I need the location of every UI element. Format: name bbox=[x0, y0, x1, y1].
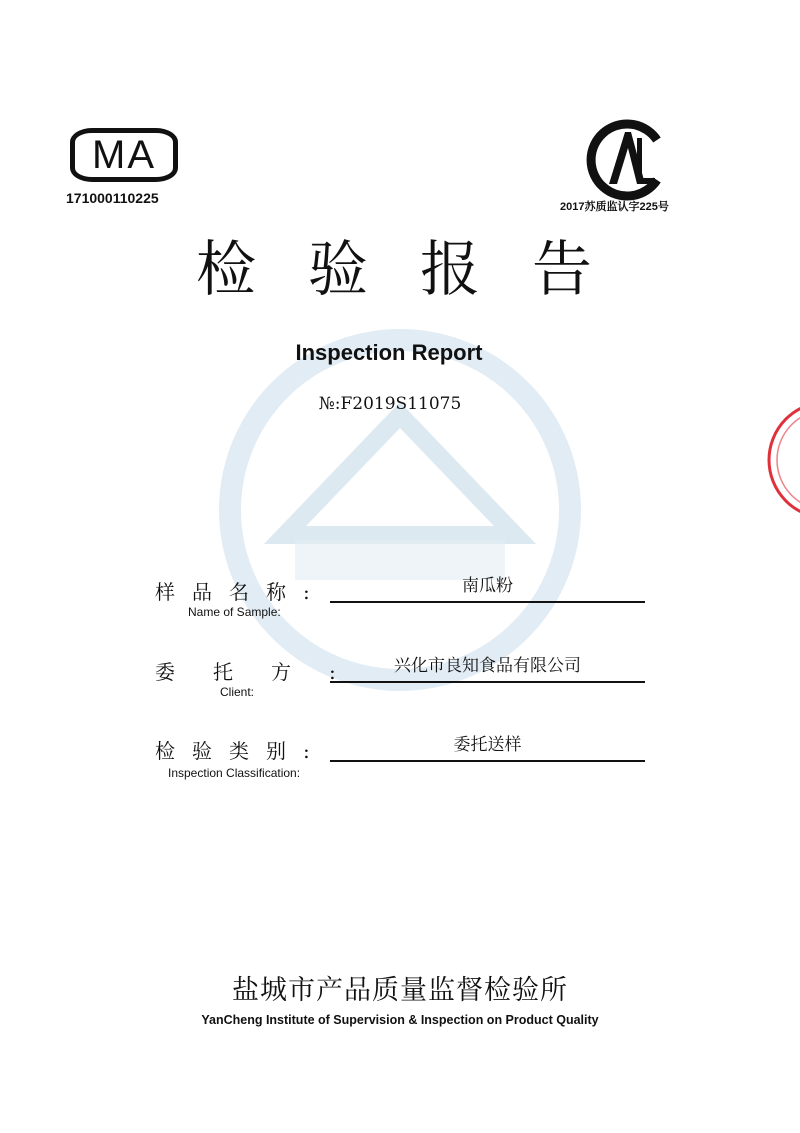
report-title-en: Inspection Report bbox=[295, 340, 483, 365]
cma-number: 171000110225 bbox=[66, 190, 159, 206]
watermark-emblem bbox=[215, 325, 585, 695]
report-title-cn: 检验报告 bbox=[196, 235, 644, 305]
sample-name-label-en: Name of Sample: bbox=[188, 605, 281, 619]
classification-label-cn: 检验类别: bbox=[155, 739, 327, 763]
classification-value: 委托送样 bbox=[330, 734, 645, 762]
cma-logo-text: MA bbox=[92, 132, 156, 177]
client-label-cn: 委托方: bbox=[155, 660, 374, 684]
cal-logo bbox=[585, 118, 669, 202]
client-label-en: Client: bbox=[220, 685, 255, 699]
issuer-name-en: YanCheng Institute of Supervision & Inspection on Product Quality bbox=[201, 1013, 599, 1027]
red-seal-stamp bbox=[765, 395, 800, 525]
issuer-name-cn: 盐城市产品质量监督检验所 bbox=[232, 975, 568, 1006]
client-value: 兴化市良知食品有限公司 bbox=[330, 655, 645, 683]
report-number: №:F2019S11075 bbox=[318, 394, 462, 414]
classification-label-en: Inspection Classification: bbox=[168, 766, 301, 780]
sample-name-label-cn: 样品名称: bbox=[155, 580, 327, 604]
cma-logo bbox=[70, 128, 178, 182]
sample-name-value: 南瓜粉 bbox=[330, 575, 645, 603]
cal-number: 2017苏质监认字225号 bbox=[560, 201, 669, 213]
